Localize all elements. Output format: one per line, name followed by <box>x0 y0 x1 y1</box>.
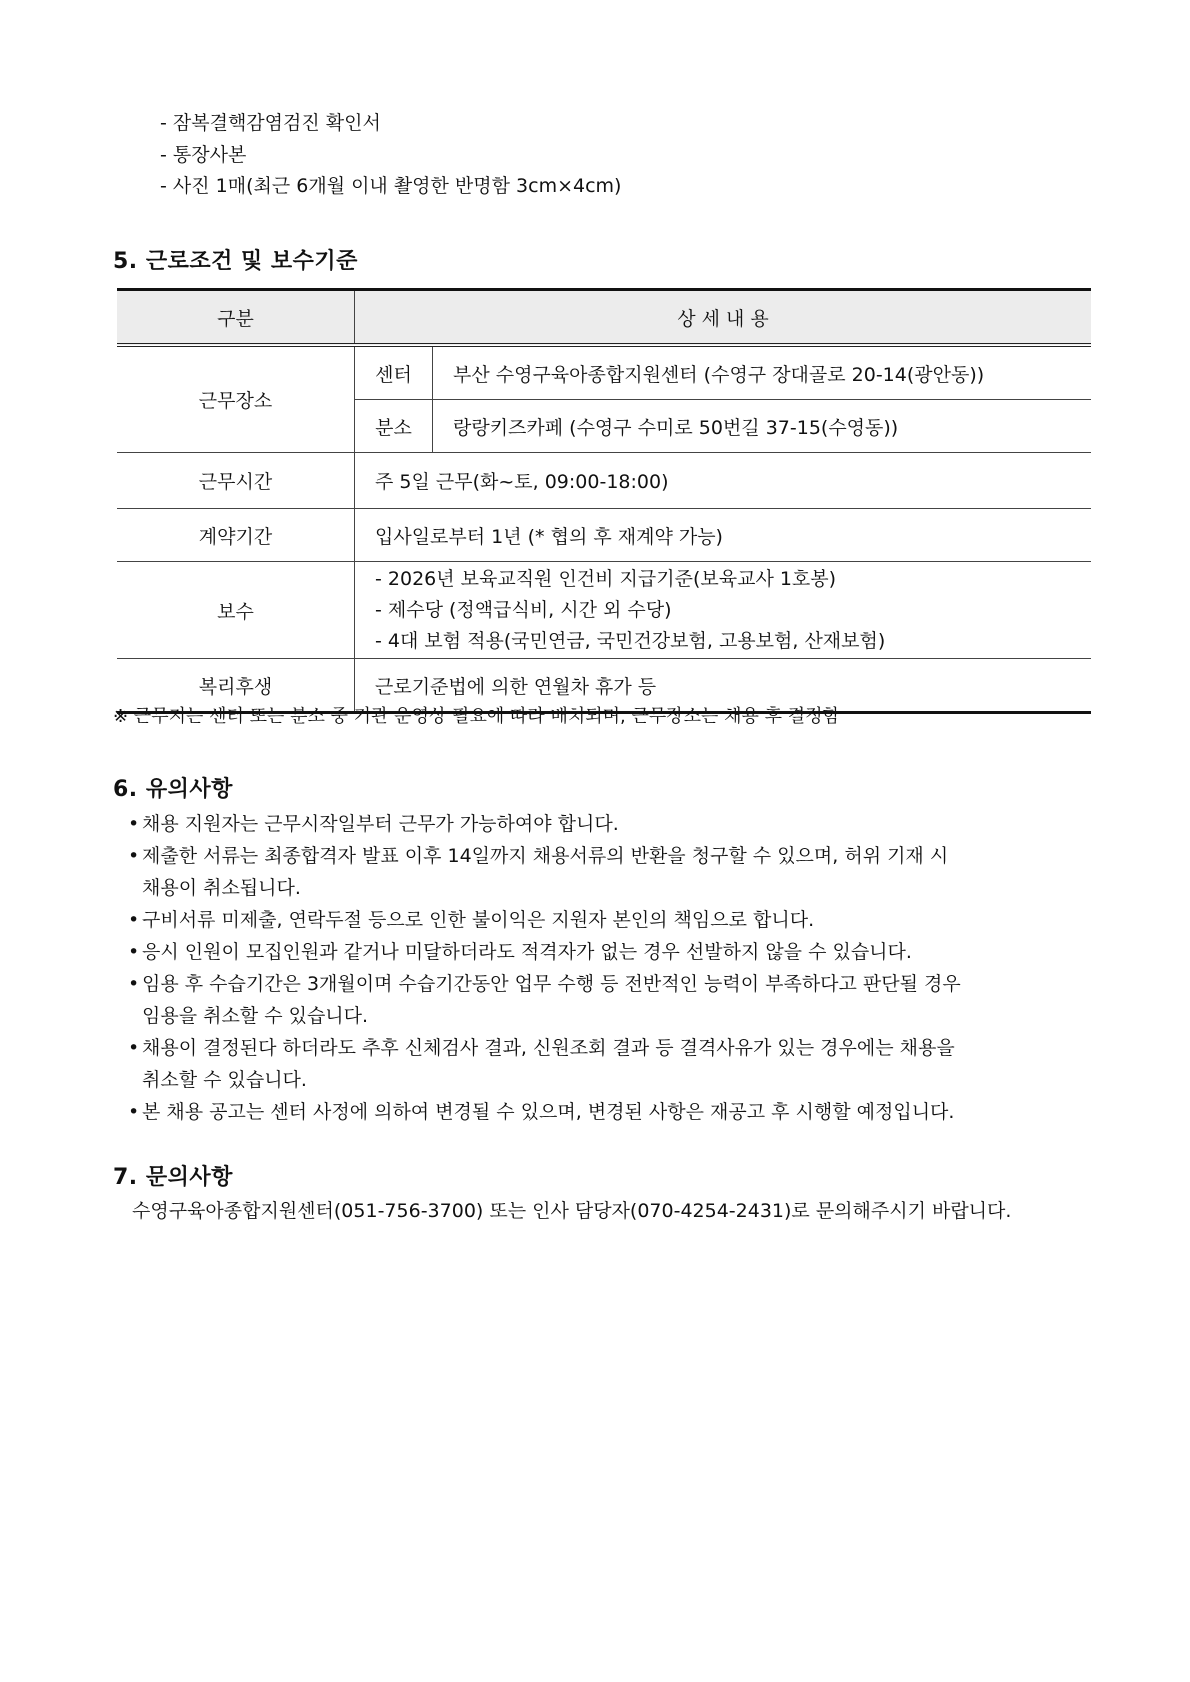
section-7-title: 7. 문의사항 <box>113 1165 233 1190</box>
notice-line: 응시 인원이 모집인원과 같거나 미달하더라도 적격자가 없는 경우 선발하지 않을 수 있습니다. <box>142 941 912 963</box>
document-item: - 사진 1매(최근 6개월 이내 촬영한 반명함 3cm×4cm) <box>160 175 622 197</box>
bullet-icon: • <box>128 813 140 835</box>
required-documents-list <box>160 108 621 203</box>
hours-label: 근무시간 <box>117 453 355 509</box>
document-item: - 잠복결핵감염검진 확인서 <box>160 112 381 134</box>
notice-line: 제출한 서류는 최종합격자 발표 이후 14일까지 채용서류의 반환을 청구할 수 있으며, 허위 기재 시 <box>142 845 949 867</box>
pay-line: - 2026년 보육교직원 인건비 지급기준(보육교사 1호봉) <box>375 567 837 590</box>
branch-label: 분소 <box>355 400 433 453</box>
bullet-icon: • <box>128 941 140 963</box>
table-row <box>117 453 1091 509</box>
bullet-icon: • <box>128 845 140 867</box>
notice-item <box>128 968 1088 1032</box>
welfare-label: 복리후생 <box>117 659 355 713</box>
header-category: 구분 <box>117 290 355 346</box>
notice-item <box>128 1096 1088 1128</box>
working-conditions-table <box>117 288 1091 714</box>
notice-line: 채용이 취소됩니다. <box>142 877 301 899</box>
notice-line: 임용을 취소할 수 있습니다. <box>142 1005 369 1027</box>
workplace-note: ※ 근무지는 센터 또는 분소 중 기관 운영상 필요에 따라 배치되며, 근무장소는 채용 후 결정함 <box>113 706 840 727</box>
notice-line: 채용 지원자는 근무시작일부터 근무가 가능하여야 합니다. <box>142 813 619 835</box>
welfare-value: 근로기준법에 의한 연월차 휴가 등 <box>355 659 1092 713</box>
pay-value <box>355 562 1092 659</box>
bullet-icon: • <box>128 973 140 995</box>
contract-value: 입사일로부터 1년 (* 협의 후 재계약 가능) <box>355 509 1092 562</box>
branch-value: 랑랑키즈카페 (수영구 수미로 50번길 37-15(수영동)) <box>433 400 1092 453</box>
notice-line: 구비서류 미제출, 연락두절 등으로 인한 불이익은 지원자 본인의 책임으로 합니다. <box>142 909 815 931</box>
notice-line: 취소할 수 있습니다. <box>142 1069 307 1091</box>
notice-line: 본 채용 공고는 센터 사정에 의하여 변경될 수 있으며, 변경된 사항은 재공고 후 시행할 예정입니다. <box>142 1101 955 1123</box>
workplace-label: 근무장소 <box>117 345 355 453</box>
contact-info: 수영구육아종합지원센터(051-756-3700) 또는 인사 담당자(070-4254-2431)로 문의해주시기 바랍니다. <box>132 1200 1012 1222</box>
table-row <box>117 509 1091 562</box>
notice-item <box>128 840 1088 904</box>
notice-line: 임용 후 수습기간은 3개월이며 수습기간동안 업무 수행 등 전반적인 능력이 부족하다고 판단될 경우 <box>142 973 961 995</box>
table-header-row <box>117 290 1091 346</box>
notice-item <box>128 1032 1088 1096</box>
section-6-title: 6. 유의사항 <box>113 777 233 802</box>
section-5-title: 5. 근로조건 및 보수기준 <box>113 249 358 274</box>
table-row <box>117 562 1091 659</box>
center-label: 센터 <box>355 345 433 400</box>
notice-item <box>128 808 1088 840</box>
pay-line: - 제수당 (정액급식비, 시간 외 수당) <box>375 598 672 621</box>
bullet-icon: • <box>128 909 140 931</box>
hours-value: 주 5일 근무(화~토, 09:00-18:00) <box>355 453 1092 509</box>
pay-line: - 4대 보험 적용(국민연금, 국민건강보험, 고용보험, 산재보험) <box>375 629 886 652</box>
table-row <box>117 345 1091 400</box>
document-item: - 통장사본 <box>160 143 247 166</box>
notice-item <box>128 904 1088 936</box>
pay-label: 보수 <box>117 562 355 659</box>
notice-item <box>128 936 1088 968</box>
bullet-icon: • <box>128 1037 140 1059</box>
notice-list <box>128 808 1088 1128</box>
contract-label: 계약기간 <box>117 509 355 562</box>
center-value: 부산 수영구육아종합지원센터 (수영구 장대골로 20-14(광안동)) <box>433 345 1092 400</box>
bullet-icon: • <box>128 1101 140 1123</box>
notice-line: 채용이 결정된다 하더라도 추후 신체검사 결과, 신원조회 결과 등 결격사유가 있는 경우에는 채용을 <box>142 1037 955 1059</box>
header-detail: 상 세 내 용 <box>355 290 1092 346</box>
